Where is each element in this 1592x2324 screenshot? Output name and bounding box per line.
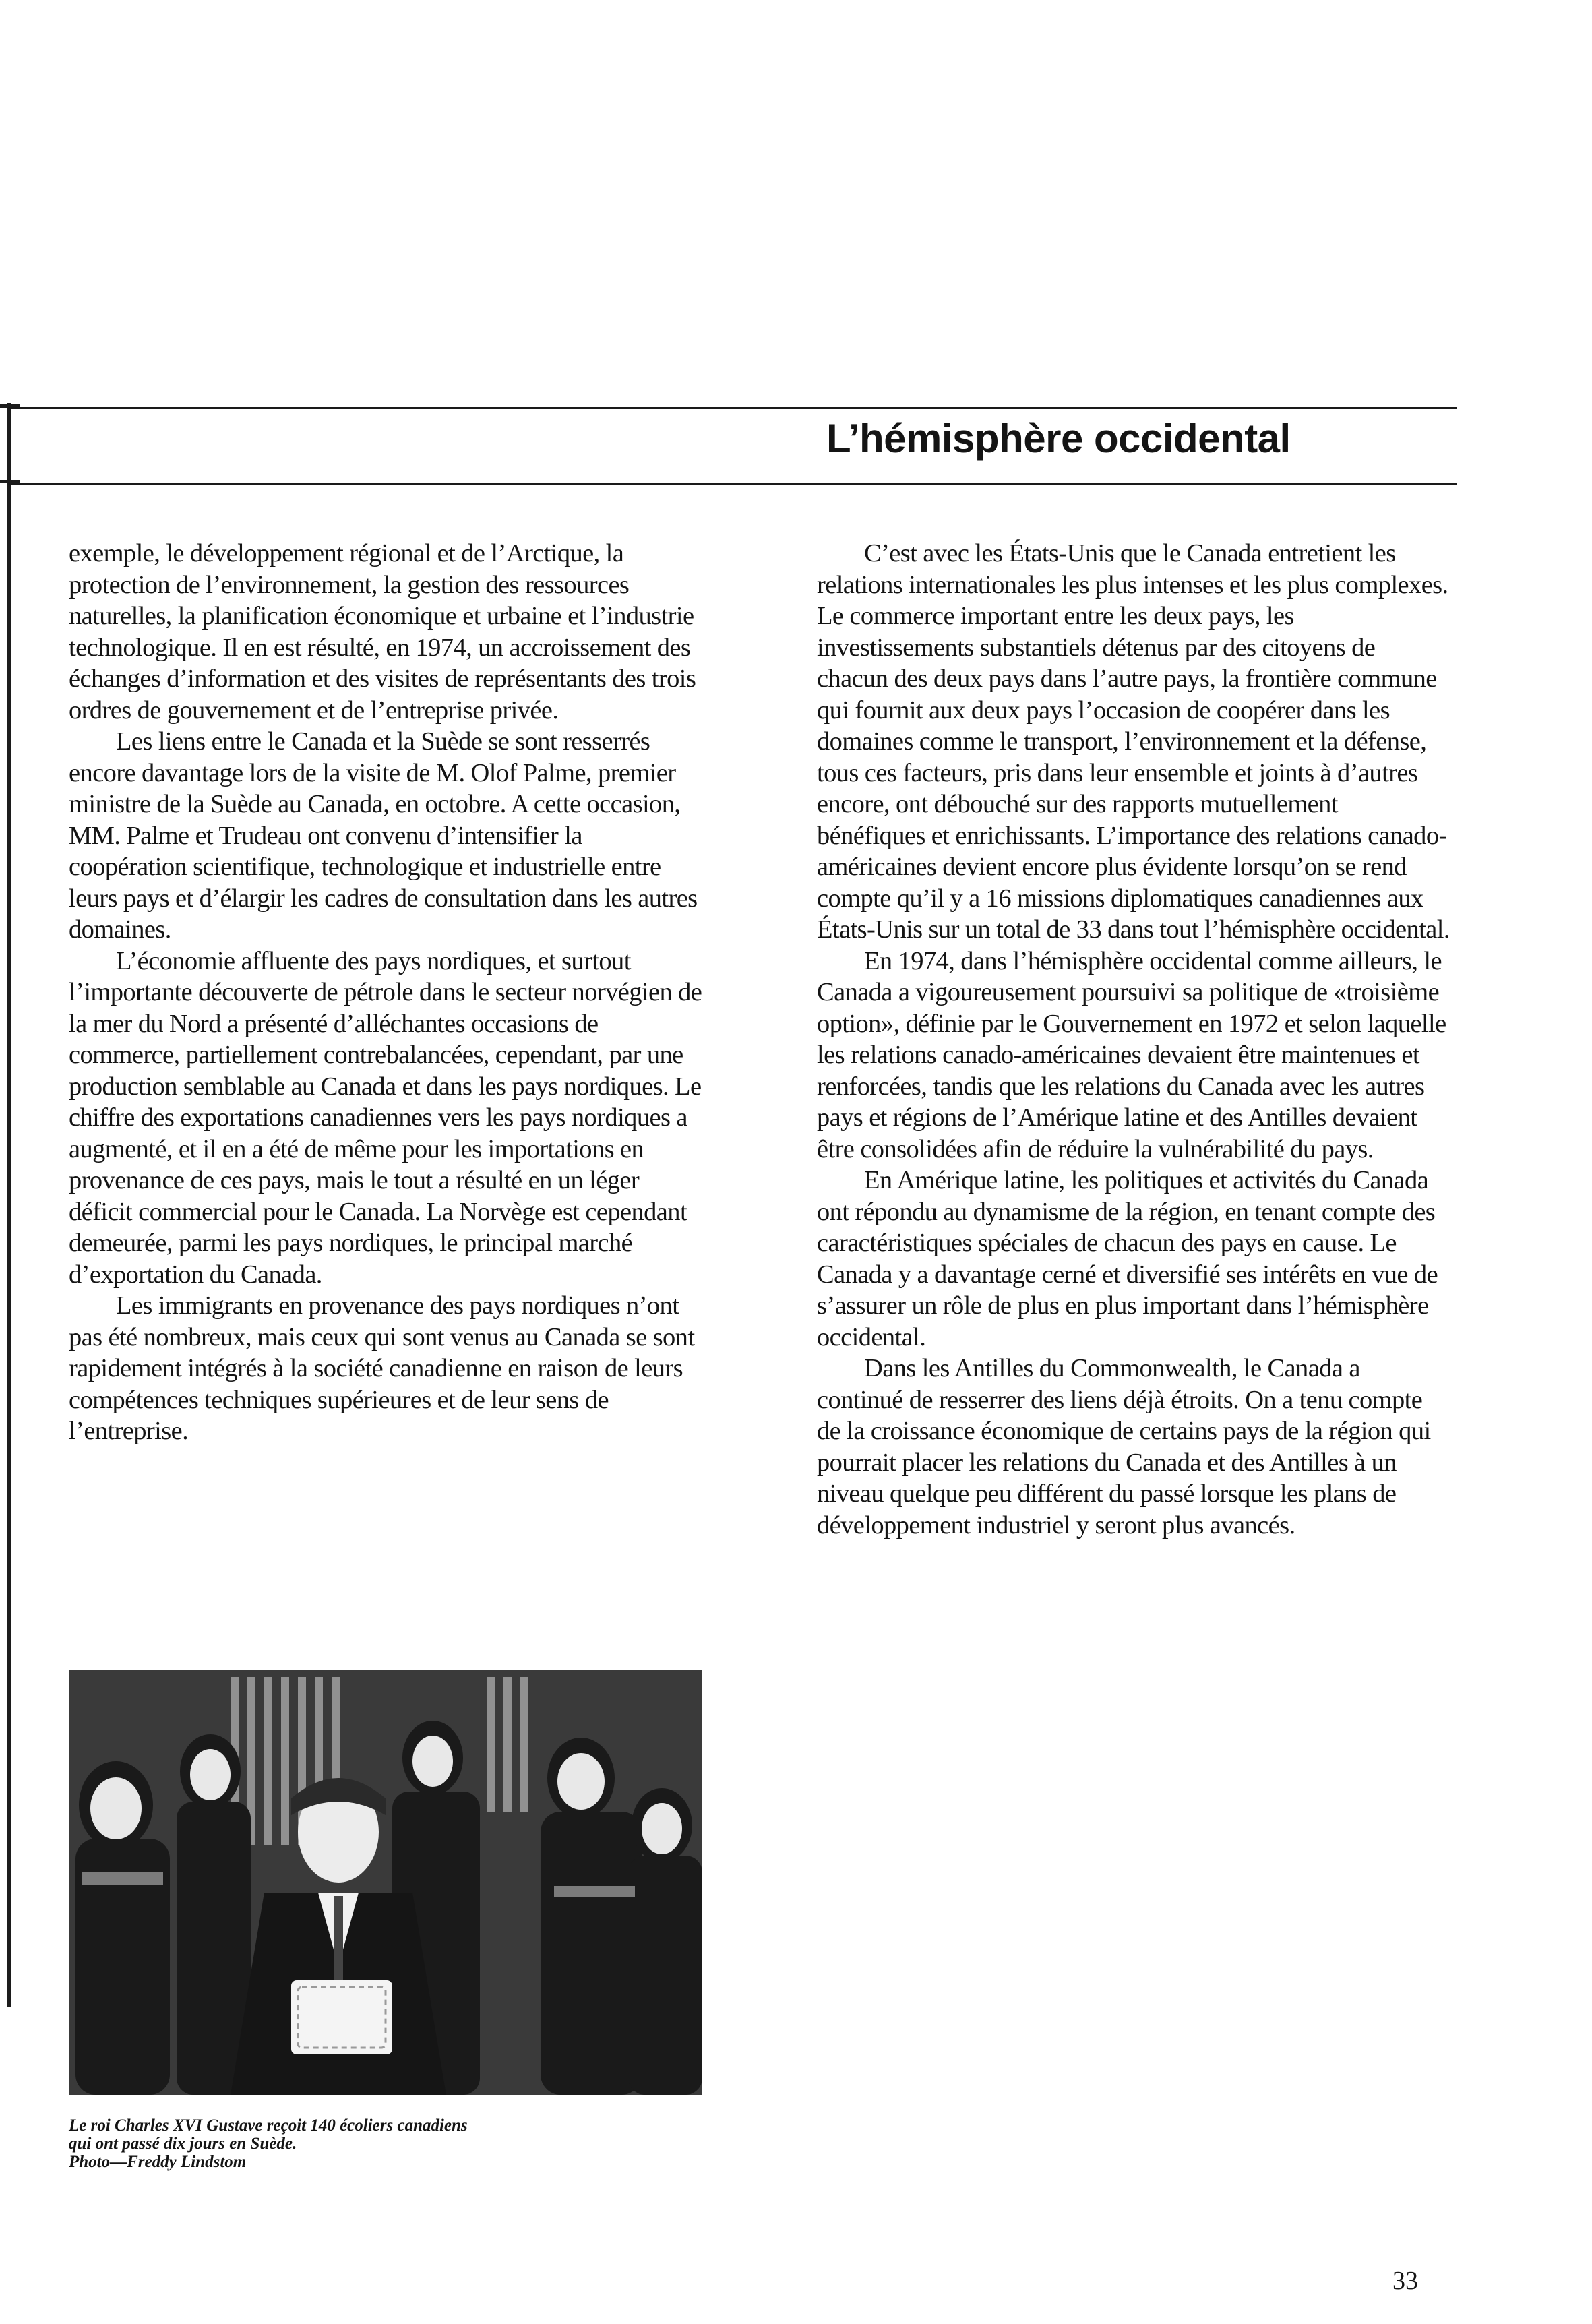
left-paragraph: exemple, le développement régional et de l’Arctique, la protection de l’environnement, la gestion des ressources naturelles, la planification économique et urbaine et l’industrie technologique. Il en est résulté, en 1974, un accroissement des échanges d’information et des visites de représentants des trois ordres de gouvernement et de l’entreprise privée. <box>69 539 696 725</box>
caption-line: qui ont passé dix jours en Suède. <box>69 2135 297 2153</box>
page-edge-bar <box>7 403 11 2007</box>
left-paragraph: Les liens entre le Canada et la Suède se sont resserrés encore davantage lors de la visite de M. Olof Palme, premier ministre de la Suède au Canada, en octobre. A cette occasion, MM. Palme et Trudeau ont convenu d’intensifier la coopération scientifique, technologique et industrielle entre leurs pays et d’élargir les cadres de consultation dans les autres domaines. <box>69 727 698 944</box>
right-column <box>817 538 1450 1541</box>
caption-credit: Photo—Freddy Lindstom <box>69 2153 247 2171</box>
header-rule-top <box>8 407 1457 409</box>
right-paragraph: En Amérique latine, les politiques et activités du Canada ont répondu au dynamisme de la région, en tenant compte des caractéristiques spéciales de chacun des pays en cause. Le Canada y a davantage cerné et diversifié ses intérêts en vue de s’assurer un rôle de plus en plus important dans l’hémisphère occidental. <box>817 1166 1438 1351</box>
left-paragraph: Les immigrants en provenance des pays nordiques n’ont pas été nombreux, mais ceux qui sont venus au Canada se sont rapidement intégrés à la société canadienne en raison de leurs compétences techniques supérieures et de leur sens de l’entreprise. <box>69 1291 695 1445</box>
photo-caption <box>69 2116 702 2171</box>
section-title: L’hémisphère occidental <box>826 416 1291 461</box>
right-paragraph: En 1974, dans l’hémisphère occidental comme ailleurs, le Canada a vigoureusement poursuivi sa politique de «troisième option», définie par le Gouvernement en 1972 et selon laquelle les relations canado-américaines devaient être maintenues et renforcées, tandis que les relations du Canada avec les autres pays et régions de l’Amérique latine et des Antilles devaient être consolidées afin de réduire la vulnérabilité du pays. <box>817 946 1446 1163</box>
right-paragraph: Dans les Antilles du Commonwealth, le Canada a continué de resserrer des liens déjà étroits. On a tenu compte de la croissance économique de certains pays de la région qui pourrait placer les relations du Canada et des Antilles à un niveau quelque peu différent du passé lorsque les plans de développement industriel y seront plus avancés. <box>817 1354 1431 1539</box>
right-paragraph: C’est avec les États-Unis que le Canada entretient les relations internationales les plus intenses et les plus complexes. Le commerce important entre les deux pays, les investissements substantiels détenus par des citoyens de chacun des deux pays dans l’autre pays, la frontière commune qui fournit aux deux pays l’occasion de coopérer dans les domaines comme le transport, l’environnement et la défense, tous ces facteurs, pris dans leur ensemble et joints à d’autres encore, ont débouché sur des rapports mutuellement bénéfiques et enrichissants. L’importance des relations canado-américaines devient encore plus évidente lorsqu’on se rend compte qu’il y a 16 missions diplomatiques canadiennes aux États-Unis sur un total de 33 dans tout l’hémisphère occidental. <box>817 539 1450 944</box>
caption-line: Le roi Charles XVI Gustave reçoit 140 écoliers canadiens <box>69 2116 468 2135</box>
photo-illustration <box>69 1670 702 2095</box>
left-paragraph: L’économie affluente des pays nordiques, et surtout l’importante découverte de pétrole dans le secteur norvégien de la mer du Nord a présenté d’alléchantes occasions de commerce, partiellement contrebalancées, cependant, par une production semblable au Canada et dans les pays nordiques. Le chiffre des exportations canadiennes vers les pays nordiques a augmenté, et il en a été de même pour les importations en provenance de ces pays, mais le tout a résulté en un léger déficit commercial pour le Canada. La Norvège est cependant demeurée, parmi les pays nordiques, le principal marché d’exportation du Canada. <box>69 946 702 1289</box>
news-photo <box>69 1670 702 2095</box>
left-column <box>69 538 702 1447</box>
header-rule-bottom <box>8 483 1457 485</box>
page-number: 33 <box>1392 2267 1418 2295</box>
